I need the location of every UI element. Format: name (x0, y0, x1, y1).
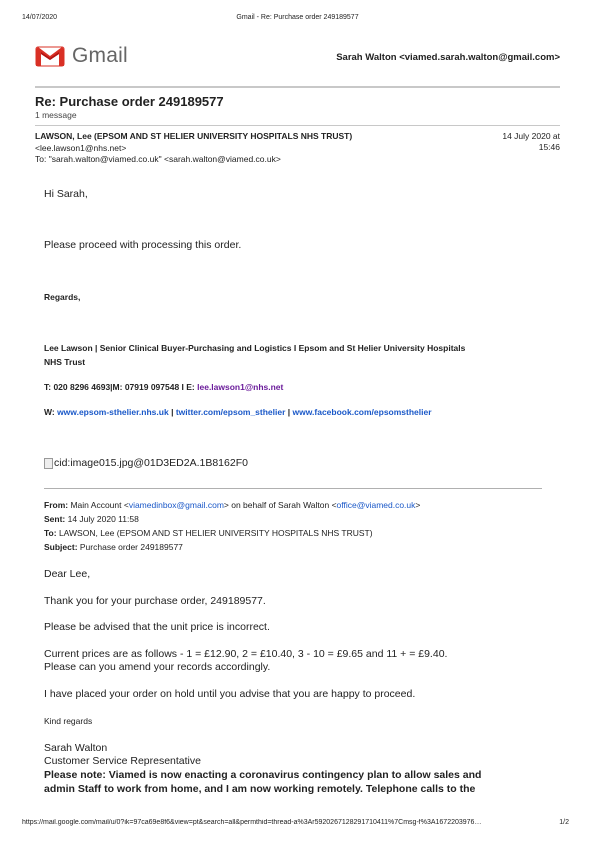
quoted-greeting: Dear Lee, (44, 568, 91, 580)
quoted-line: Please can you amend your records accordingly. (44, 661, 271, 673)
quoted-divider (44, 488, 542, 489)
thread-subject: Re: Purchase order 249189577 (35, 94, 224, 109)
quoted-subject: Subject: Purchase order 249189577 (44, 542, 183, 552)
quoted-line: Current prices are as follows - 1 = £12.90, 2 = £10.40, 3 - 10 = £9.65 and 11 + = £9.40. (44, 648, 448, 660)
message-date: 14 July 2020 at 15:46 (502, 131, 560, 152)
website-link[interactable]: www.epsom-sthelier.nhs.uk (57, 407, 169, 417)
regards: Regards, (44, 292, 81, 302)
print-title: Gmail - Re: Purchase order 249189577 (236, 14, 359, 21)
gmail-logo (35, 44, 128, 68)
contingency-note-line-1: Please note: Viamed is now enacting a coronavirus contingency plan to allow sales and (44, 769, 482, 781)
divider (35, 86, 560, 88)
quoted-sent: Sent: 14 July 2020 11:58 (44, 514, 139, 524)
email-link[interactable]: lee.lawson1@nhs.net (197, 382, 284, 392)
sender-name: LAWSON, Lee (EPSOM AND ST HELIER UNIVERSITY HOSPITALS NHS TRUST) (35, 131, 353, 141)
print-date: 14/07/2020 (22, 14, 58, 21)
recipient-line: To: "sarah.walton@viamed.co.uk" <sarah.walton@viamed.co.uk> (35, 154, 281, 164)
quoted-from: From: Main Account <viamedinbox@gmail.com> on behalf of Sarah Walton <office@viamed.co.uk> (44, 500, 421, 510)
sender-email: <lee.lawson1@nhs.net> (35, 143, 127, 153)
signature-web: W: www.epsom-sthelier.nhs.uk | twitter.com/epsom_sthelier | www.facebook.com/epsomsthelier (44, 407, 432, 417)
signature-contact: T: 020 8296 4693|M: 07919 097548 I E: lee.lawson1@nhs.net (44, 382, 284, 392)
contingency-note-line-2: admin Staff to work from home, and I am now working remotely. Telephone calls to the (44, 783, 476, 795)
account-label: Sarah Walton <viamed.sarah.walton@gmail.com> (336, 52, 560, 63)
gmail-envelope-icon (35, 45, 65, 67)
quoted-to: To: LAWSON, Lee (EPSOM AND ST HELIER UNIVERSITY HOSPITALS NHS TRUST) (44, 528, 373, 538)
body-line: Please proceed with processing this order. (44, 239, 242, 251)
broken-image-icon (44, 458, 53, 469)
quoted-email-link[interactable]: office@viamed.co.uk (336, 500, 416, 510)
print-url: https://mail.google.com/mail/u/0?ik=97ca69e8f6&view=pt&search=all&permthid=thread-a%3Ar5920267128291710411%7Cmsg-f%3A1672203976… (22, 819, 482, 826)
message-count: 1 message (35, 110, 77, 120)
page-number: 1/2 (559, 819, 569, 826)
quoted-line: I have placed your order on hold until you advise that you are happy to proceed. (44, 688, 416, 700)
signature-line-2: NHS Trust (44, 357, 86, 367)
twitter-link[interactable]: twitter.com/epsom_sthelier (175, 407, 286, 417)
quoted-line: Please be advised that the unit price is incorrect. (44, 621, 270, 633)
signature-line-1: Lee Lawson | Senior Clinical Buyer-Purchasing and Logistics I Epsom and St Helier University Hospitals (44, 343, 466, 353)
greeting: Hi Sarah, (44, 188, 88, 200)
divider (35, 125, 560, 126)
quoted-signature-role: Customer Service Representative (44, 755, 201, 767)
facebook-link[interactable]: www.facebook.com/epsomsthelier (292, 407, 432, 417)
kind-regards: Kind regards (44, 716, 93, 726)
quoted-email-link[interactable]: viamedinbox@gmail.com (128, 500, 224, 510)
quoted-line: Thank you for your purchase order, 249189577. (44, 595, 266, 607)
gmail-wordmark: Gmail (72, 44, 128, 67)
quoted-signature-name: Sarah Walton (44, 742, 108, 754)
broken-image: cid:image015.jpg@01D3ED2A.1B8162F0 (44, 457, 248, 469)
